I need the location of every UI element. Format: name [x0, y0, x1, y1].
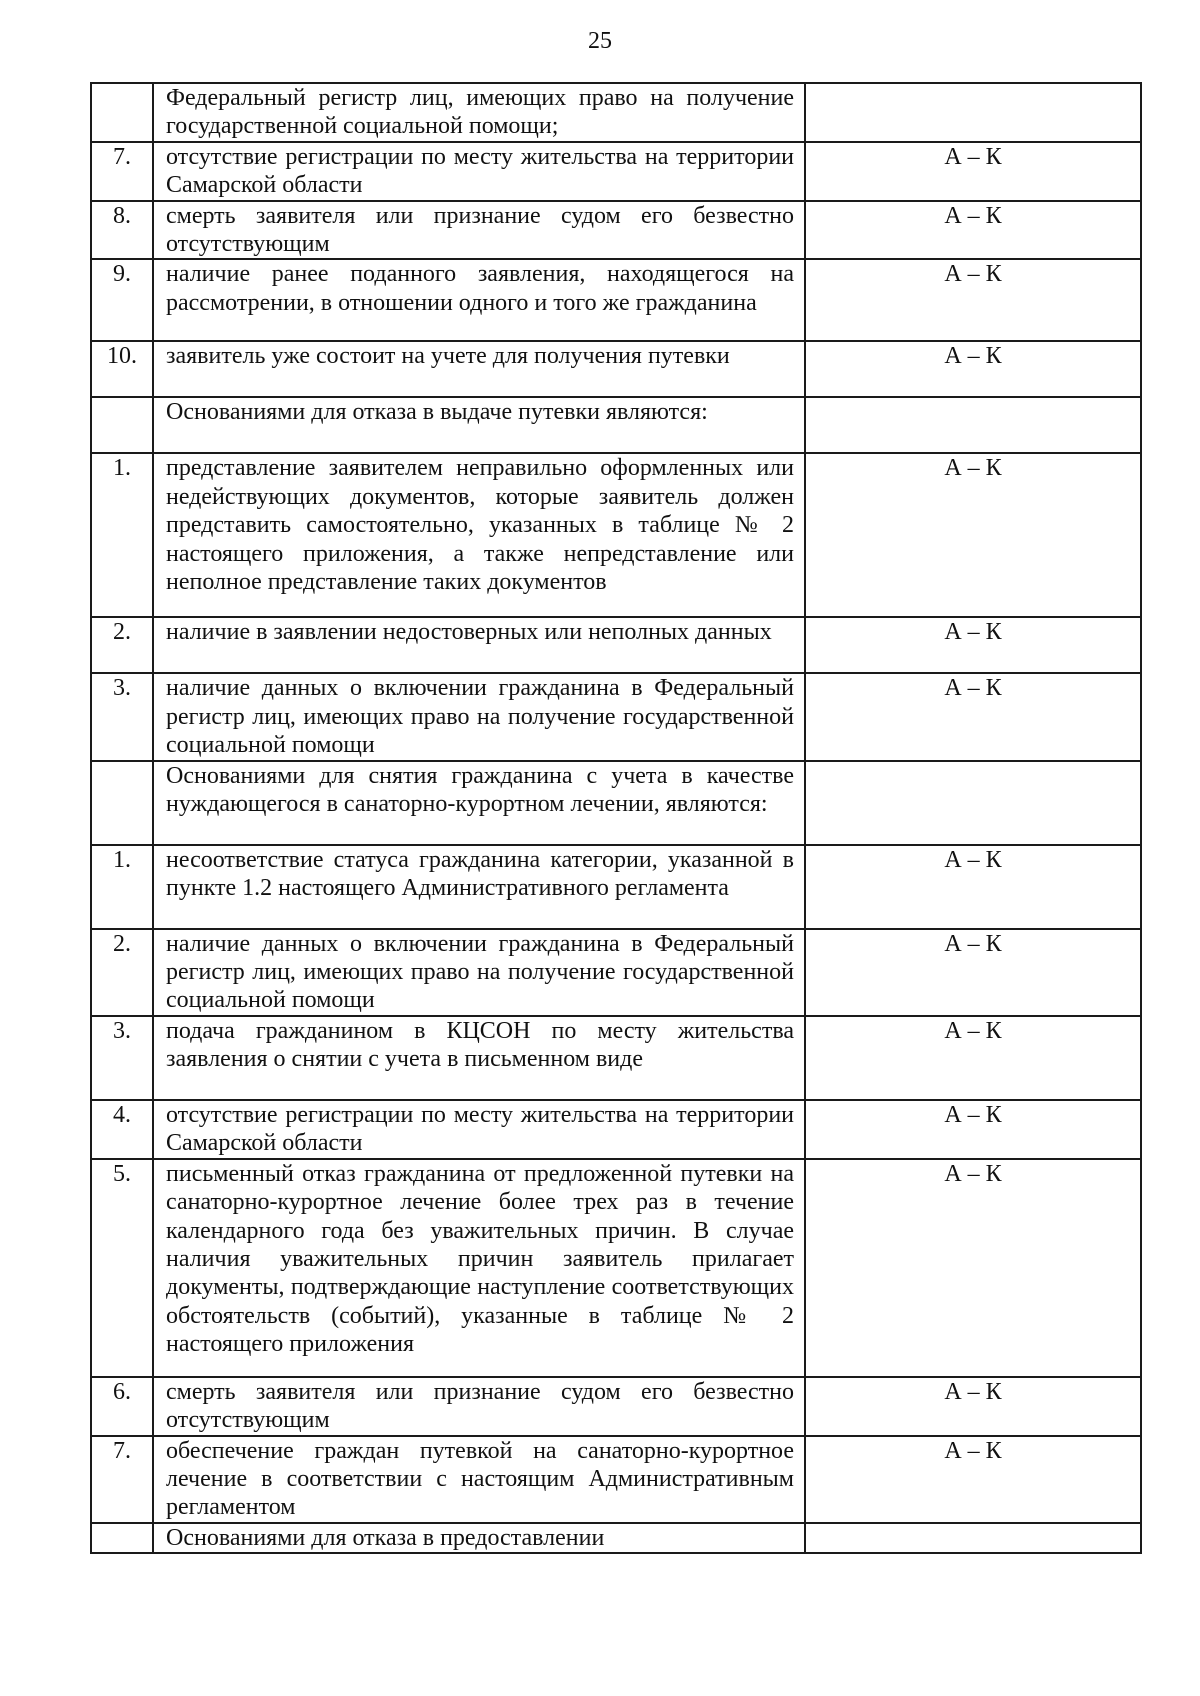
row-number: 5. — [91, 1159, 153, 1377]
row-text: наличие ранее поданного заявления, находящегося на рассмотрении, в отношении одного и того же гражданина — [153, 259, 805, 341]
row-responsible-code — [805, 83, 1141, 142]
row-number: 7. — [91, 1436, 153, 1523]
row-text: Основаниями для снятия гражданина с учета в качестве нуждающегося в санаторно-курортном лечении, являются: — [153, 761, 805, 845]
table-row — [91, 1016, 1141, 1100]
row-text: Основаниями для отказа в выдаче путевки являются: — [153, 397, 805, 453]
grounds-table-body — [91, 83, 1141, 1553]
row-text: смерть заявителя или признание судом его безвестно отсутствующим — [153, 1377, 805, 1436]
grounds-table — [90, 82, 1142, 1554]
row-responsible-code: А – К — [805, 1377, 1141, 1436]
table-row — [91, 341, 1141, 397]
row-number: 6. — [91, 1377, 153, 1436]
table-row — [91, 929, 1141, 1016]
row-responsible-code: А – К — [805, 259, 1141, 341]
row-number: 1. — [91, 845, 153, 929]
row-responsible-code: А – К — [805, 142, 1141, 201]
row-number: 2. — [91, 617, 153, 673]
row-text: наличие в заявлении недостоверных или неполных данных — [153, 617, 805, 673]
row-responsible-code: А – К — [805, 1016, 1141, 1100]
row-responsible-code: А – К — [805, 929, 1141, 1016]
row-text: заявитель уже состоит на учете для получения путевки — [153, 341, 805, 397]
row-number: 9. — [91, 259, 153, 341]
row-responsible-code: А – К — [805, 673, 1141, 760]
row-responsible-code: А – К — [805, 341, 1141, 397]
table-row — [91, 1436, 1141, 1523]
table-row — [91, 259, 1141, 341]
table-row — [91, 397, 1141, 453]
row-responsible-code: А – К — [805, 1100, 1141, 1159]
row-text: Основаниями для отказа в предоставлении — [153, 1523, 805, 1553]
table-row — [91, 845, 1141, 929]
row-number — [91, 83, 153, 142]
row-number: 3. — [91, 1016, 153, 1100]
row-text: обеспечение граждан путевкой на санаторно-курортное лечение в соответствии с настоящим Административным регламентом — [153, 1436, 805, 1523]
table-row — [91, 617, 1141, 673]
row-number: 1. — [91, 453, 153, 617]
row-number: 2. — [91, 929, 153, 1016]
row-text: отсутствие регистрации по месту жительства на территории Самарской области — [153, 142, 805, 201]
row-responsible-code: А – К — [805, 617, 1141, 673]
row-number — [91, 397, 153, 453]
table-row — [91, 142, 1141, 201]
table-row — [91, 673, 1141, 760]
row-text: письменный отказ гражданина от предложенной путевки на санаторно-курортное лечение более трех раз в течение календарного года без уважительных причин. В случае наличия уважительных причин заявитель прилагает документы, подтверждающие наступление соответствующих обстоятельств (событий), указанные в таблице № 2 настоящего приложения — [153, 1159, 805, 1377]
row-responsible-code — [805, 1523, 1141, 1553]
row-number: 8. — [91, 201, 153, 260]
row-responsible-code: А – К — [805, 845, 1141, 929]
row-number: 4. — [91, 1100, 153, 1159]
row-responsible-code: А – К — [805, 1159, 1141, 1377]
row-responsible-code: А – К — [805, 201, 1141, 260]
row-responsible-code — [805, 397, 1141, 453]
row-text: наличие данных о включении гражданина в Федеральный регистр лиц, имеющих право на получение государственной социальной помощи — [153, 673, 805, 760]
row-text: несоответствие статуса гражданина категории, указанной в пункте 1.2 настоящего Административного регламента — [153, 845, 805, 929]
table-row — [91, 761, 1141, 845]
row-number: 3. — [91, 673, 153, 760]
row-text: подача гражданином в КЦСОН по месту жительства заявления о снятии с учета в письменном виде — [153, 1016, 805, 1100]
table-row — [91, 1523, 1141, 1553]
row-number: 10. — [91, 341, 153, 397]
row-text: Федеральный регистр лиц, имеющих право на получение государственной социальной помощи; — [153, 83, 805, 142]
row-text: смерть заявителя или признание судом его безвестно отсутствующим — [153, 201, 805, 260]
table-row — [91, 83, 1141, 142]
page-number: 25 — [588, 28, 612, 54]
row-text: наличие данных о включении гражданина в Федеральный регистр лиц, имеющих право на получение государственной социальной помощи — [153, 929, 805, 1016]
table-row — [91, 453, 1141, 617]
row-number: 7. — [91, 142, 153, 201]
row-responsible-code: А – К — [805, 453, 1141, 617]
table-row — [91, 1377, 1141, 1436]
table-row — [91, 201, 1141, 260]
table-row — [91, 1100, 1141, 1159]
row-responsible-code — [805, 761, 1141, 845]
row-text: отсутствие регистрации по месту жительства на территории Самарской области — [153, 1100, 805, 1159]
row-number — [91, 761, 153, 845]
table-row — [91, 1159, 1141, 1377]
row-number — [91, 1523, 153, 1553]
row-text: представление заявителем неправильно оформленных или недействующих документов, которые заявитель должен представить самостоятельно, указанных в таблице № 2 настоящего приложения, а также непредставление или неполное представление таких документов — [153, 453, 805, 617]
row-responsible-code: А – К — [805, 1436, 1141, 1523]
